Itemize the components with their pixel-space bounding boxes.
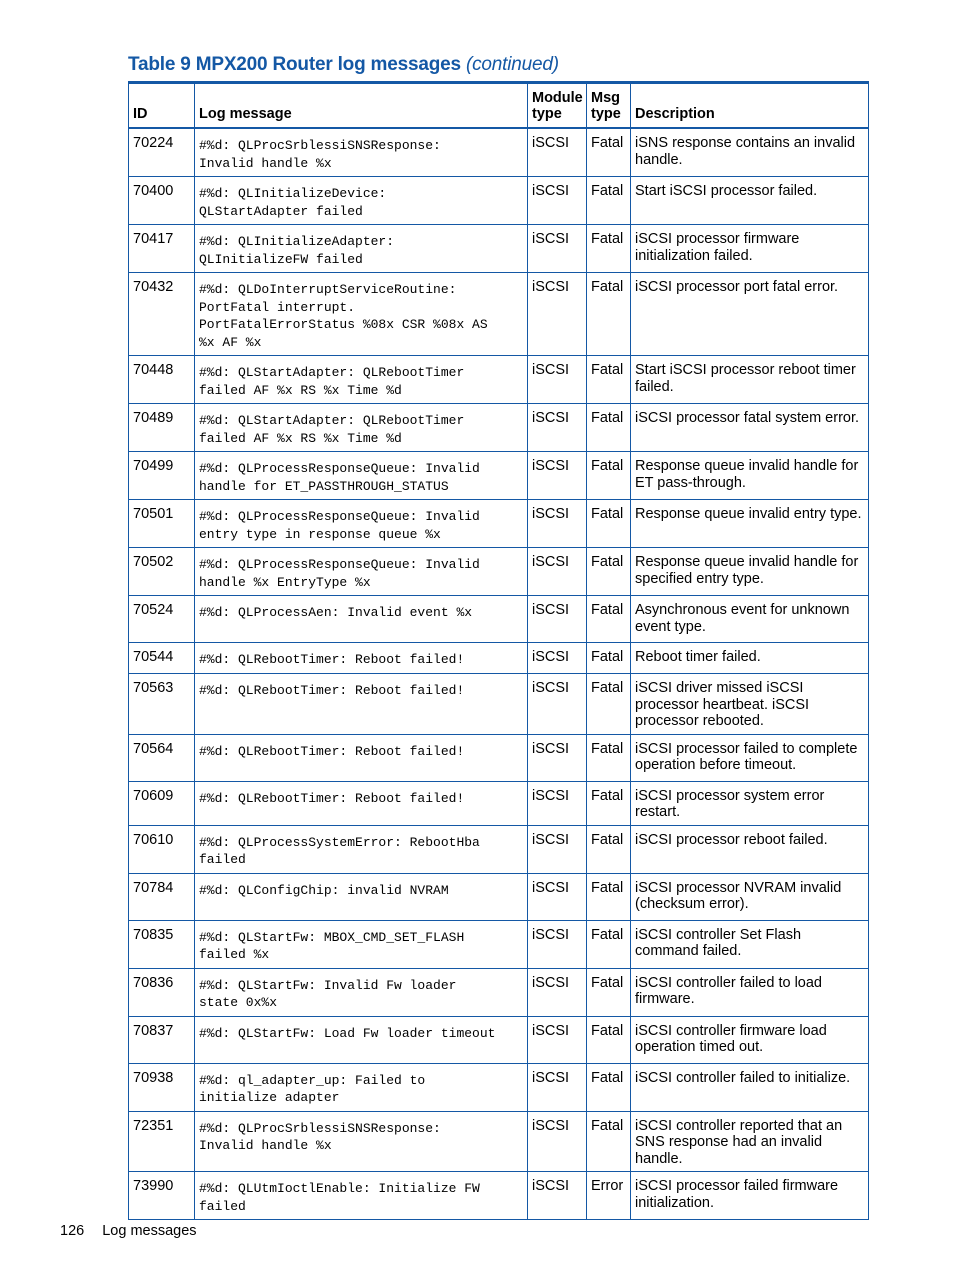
header-msg-type-line1: Msg [591, 90, 620, 106]
cell-msg-type: Error [587, 1172, 631, 1220]
cell-description: iSCSI controller failed to load firmware. [631, 968, 869, 1016]
cell-module-type: iSCSI [528, 825, 587, 873]
cell-log-message: #%d: QLProcessResponseQueue: Invalid handle %x EntryType %x [195, 548, 528, 596]
cell-id: 70448 [129, 356, 195, 404]
cell-module-type: iSCSI [528, 404, 587, 452]
cell-log-message: #%d: QLRebootTimer: Reboot failed! [195, 734, 528, 781]
cell-log-message: #%d: QLRebootTimer: Reboot failed! [195, 674, 528, 735]
cell-description: iSNS response contains an invalid handle. [631, 128, 869, 177]
table-row [129, 1016, 869, 1063]
cell-id: 70400 [129, 177, 195, 225]
page-footer [60, 1223, 197, 1239]
table-row [129, 968, 869, 1016]
cell-description: iSCSI controller reported that an SNS response had an invalid handle. [631, 1111, 869, 1172]
table-row [129, 1172, 869, 1220]
cell-module-type: iSCSI [528, 873, 587, 920]
page-number: 126 [60, 1223, 85, 1239]
cell-msg-type: Fatal [587, 356, 631, 404]
cell-module-type: iSCSI [528, 1063, 587, 1111]
cell-id: 70835 [129, 920, 195, 968]
table-row [129, 596, 869, 643]
table-caption [128, 54, 559, 76]
cell-module-type: iSCSI [528, 225, 587, 273]
cell-description: iSCSI processor port fatal error. [631, 273, 869, 356]
cell-module-type: iSCSI [528, 177, 587, 225]
cell-id: 70609 [129, 781, 195, 825]
cell-id: 70610 [129, 825, 195, 873]
cell-id: 70784 [129, 873, 195, 920]
cell-module-type: iSCSI [528, 500, 587, 548]
cell-description: Response queue invalid handle for specified entry type. [631, 548, 869, 596]
cell-module-type: iSCSI [528, 734, 587, 781]
cell-msg-type: Fatal [587, 225, 631, 273]
cell-description: iSCSI processor firmware initialization failed. [631, 225, 869, 273]
cell-id: 72351 [129, 1111, 195, 1172]
cell-module-type: iSCSI [528, 674, 587, 735]
cell-log-message: #%d: QLProcessResponseQueue: Invalid handle for ET_PASSTHROUGH_STATUS [195, 452, 528, 500]
cell-module-type: iSCSI [528, 452, 587, 500]
table-row [129, 825, 869, 873]
table-header-row [129, 83, 869, 129]
cell-module-type: iSCSI [528, 1016, 587, 1063]
cell-module-type: iSCSI [528, 968, 587, 1016]
cell-description: Reboot timer failed. [631, 643, 869, 674]
cell-msg-type: Fatal [587, 873, 631, 920]
cell-module-type: iSCSI [528, 273, 587, 356]
cell-description: iSCSI processor fatal system error. [631, 404, 869, 452]
table-row [129, 781, 869, 825]
cell-msg-type: Fatal [587, 734, 631, 781]
table-row [129, 128, 869, 177]
log-messages-table [128, 81, 869, 1220]
cell-description: Response queue invalid handle for ET pass-through. [631, 452, 869, 500]
cell-log-message: #%d: QLRebootTimer: Reboot failed! [195, 781, 528, 825]
cell-log-message: #%d: QLStartFw: Invalid Fw loader state 0x%x [195, 968, 528, 1016]
cell-id: 70564 [129, 734, 195, 781]
table-title: Table 9 MPX200 Router log messages [128, 54, 461, 75]
cell-description: Response queue invalid entry type. [631, 500, 869, 548]
cell-log-message: #%d: QLProcessAen: Invalid event %x [195, 596, 528, 643]
cell-id: 70499 [129, 452, 195, 500]
cell-module-type: iSCSI [528, 356, 587, 404]
table-row [129, 548, 869, 596]
cell-module-type: iSCSI [528, 128, 587, 177]
header-description: Description [631, 83, 869, 129]
cell-module-type: iSCSI [528, 596, 587, 643]
cell-description: Asynchronous event for unknown event type. [631, 596, 869, 643]
cell-log-message: #%d: ql_adapter_up: Failed to initialize adapter [195, 1063, 528, 1111]
cell-id: 70501 [129, 500, 195, 548]
cell-description: iSCSI controller firmware load operation timed out. [631, 1016, 869, 1063]
table-row [129, 1111, 869, 1172]
table-row [129, 873, 869, 920]
cell-description: Start iSCSI processor reboot timer failed. [631, 356, 869, 404]
cell-msg-type: Fatal [587, 548, 631, 596]
cell-id: 70524 [129, 596, 195, 643]
cell-module-type: iSCSI [528, 1111, 587, 1172]
cell-log-message: #%d: QLUtmIoctlEnable: Initialize FW failed [195, 1172, 528, 1220]
cell-id: 70837 [129, 1016, 195, 1063]
cell-id: 70489 [129, 404, 195, 452]
cell-log-message: #%d: QLStartFw: MBOX_CMD_SET_FLASH failed %x [195, 920, 528, 968]
cell-id: 70417 [129, 225, 195, 273]
cell-description: iSCSI processor reboot failed. [631, 825, 869, 873]
cell-id: 70224 [129, 128, 195, 177]
cell-msg-type: Fatal [587, 177, 631, 225]
cell-description: iSCSI driver missed iSCSI processor heartbeat. iSCSI processor rebooted. [631, 674, 869, 735]
continued-label: (continued) [465, 54, 559, 75]
cell-log-message: #%d: QLRebootTimer: Reboot failed! [195, 643, 528, 674]
cell-msg-type: Fatal [587, 643, 631, 674]
cell-log-message: #%d: QLProcessResponseQueue: Invalid entry type in response queue %x [195, 500, 528, 548]
cell-description: iSCSI processor NVRAM invalid (checksum error). [631, 873, 869, 920]
header-module-type-line2: type [532, 106, 562, 122]
cell-msg-type: Fatal [587, 825, 631, 873]
cell-description: iSCSI processor failed to complete operation before timeout. [631, 734, 869, 781]
cell-description: iSCSI controller failed to initialize. [631, 1063, 869, 1111]
cell-id: 70502 [129, 548, 195, 596]
cell-module-type: iSCSI [528, 548, 587, 596]
table-row [129, 273, 869, 356]
cell-log-message: #%d: QLStartFw: Load Fw loader timeout [195, 1016, 528, 1063]
cell-module-type: iSCSI [528, 643, 587, 674]
cell-description: Start iSCSI processor failed. [631, 177, 869, 225]
cell-id: 70432 [129, 273, 195, 356]
table-row [129, 452, 869, 500]
cell-msg-type: Fatal [587, 781, 631, 825]
cell-msg-type: Fatal [587, 452, 631, 500]
table-row [129, 177, 869, 225]
cell-log-message: #%d: QLDoInterruptServiceRoutine: PortFatal interrupt. PortFatalErrorStatus %08x CSR %08x AS %x AF %x [195, 273, 528, 356]
cell-log-message: #%d: QLProcSrblessiSNSResponse: Invalid handle %x [195, 1111, 528, 1172]
cell-msg-type: Fatal [587, 128, 631, 177]
header-msg-type-line2: type [591, 106, 621, 122]
cell-log-message: #%d: QLConfigChip: invalid NVRAM [195, 873, 528, 920]
table-row [129, 404, 869, 452]
cell-log-message: #%d: QLInitializeDevice: QLStartAdapter failed [195, 177, 528, 225]
footer-section: Log messages [102, 1223, 197, 1239]
table-row [129, 920, 869, 968]
cell-msg-type: Fatal [587, 1111, 631, 1172]
cell-description: iSCSI processor failed firmware initialization. [631, 1172, 869, 1220]
cell-log-message: #%d: QLStartAdapter: QLRebootTimer failed AF %x RS %x Time %d [195, 404, 528, 452]
cell-msg-type: Fatal [587, 920, 631, 968]
cell-msg-type: Fatal [587, 674, 631, 735]
table-row [129, 1063, 869, 1111]
cell-module-type: iSCSI [528, 920, 587, 968]
cell-msg-type: Fatal [587, 596, 631, 643]
table-row [129, 500, 869, 548]
cell-log-message: #%d: QLProcSrblessiSNSResponse: Invalid handle %x [195, 128, 528, 177]
cell-msg-type: Fatal [587, 1063, 631, 1111]
cell-msg-type: Fatal [587, 968, 631, 1016]
cell-description: iSCSI processor system error restart. [631, 781, 869, 825]
cell-log-message: #%d: QLInitializeAdapter: QLInitializeFW failed [195, 225, 528, 273]
cell-msg-type: Fatal [587, 1016, 631, 1063]
cell-msg-type: Fatal [587, 404, 631, 452]
table-row [129, 356, 869, 404]
cell-description: iSCSI controller Set Flash command failed. [631, 920, 869, 968]
header-module-type-line1: Module [532, 90, 583, 106]
cell-id: 70563 [129, 674, 195, 735]
table-row [129, 643, 869, 674]
header-log-message: Log message [195, 83, 528, 129]
cell-module-type: iSCSI [528, 781, 587, 825]
cell-id: 70544 [129, 643, 195, 674]
cell-id: 73990 [129, 1172, 195, 1220]
table-body [129, 128, 869, 1220]
table-row [129, 734, 869, 781]
header-id: ID [129, 83, 195, 129]
header-msg-type [587, 83, 631, 129]
cell-module-type: iSCSI [528, 1172, 587, 1220]
cell-log-message: #%d: QLProcessSystemError: RebootHba failed [195, 825, 528, 873]
cell-id: 70836 [129, 968, 195, 1016]
header-module-type [528, 83, 587, 129]
table-row [129, 225, 869, 273]
cell-msg-type: Fatal [587, 500, 631, 548]
table-row [129, 674, 869, 735]
cell-log-message: #%d: QLStartAdapter: QLRebootTimer failed AF %x RS %x Time %d [195, 356, 528, 404]
cell-id: 70938 [129, 1063, 195, 1111]
cell-msg-type: Fatal [587, 273, 631, 356]
